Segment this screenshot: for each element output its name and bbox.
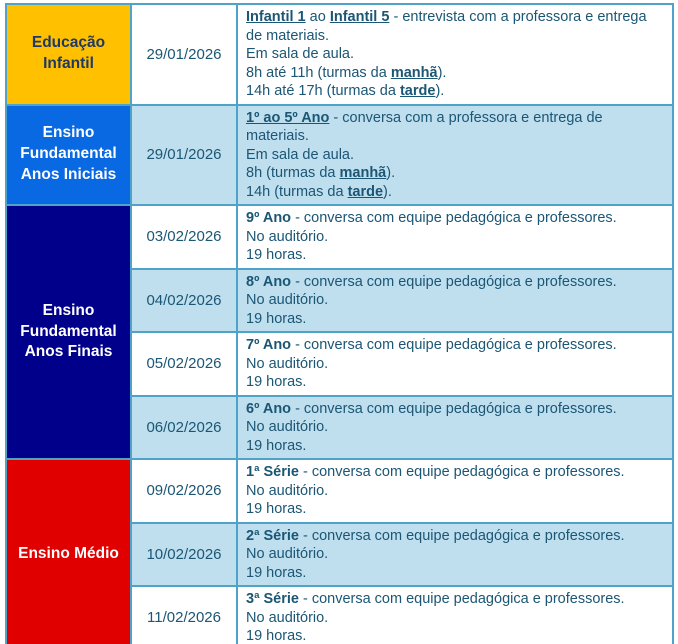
schedule-table-body	[6, 4, 673, 644]
description-line: 19 horas.	[246, 374, 307, 390]
description-line: No auditório.	[246, 609, 329, 626]
description-line: 1º ao 5º Ano - conversa com a professora e entrega de materiais.	[246, 109, 603, 144]
description-cell	[237, 269, 673, 333]
description-line: Em sala de aula.	[246, 146, 355, 163]
description-line: No auditório.	[246, 419, 329, 435]
description-line: No auditório.	[246, 228, 329, 245]
description-line: 14h (turmas da tarde).	[246, 183, 392, 200]
description-cell	[237, 586, 673, 644]
table-row	[6, 205, 673, 269]
description-line: 9º Ano - conversa com equipe pedagógica e professores.	[246, 210, 617, 226]
description-cell	[237, 332, 673, 396]
description-cell	[237, 105, 673, 206]
table-row	[6, 4, 673, 105]
description-line: Em sala de aula.	[246, 46, 355, 62]
description-line: 19 horas.	[246, 564, 307, 581]
description-line: 8º Ano - conversa com equipe pedagógica e professores.	[246, 273, 617, 290]
category-cell: Ensino Médio	[6, 459, 131, 644]
description-line: 8h (turmas da manhã).	[246, 165, 396, 181]
description-cell	[237, 4, 673, 105]
description-line: 19 horas.	[246, 437, 307, 454]
date-cell: 10/02/2026	[131, 523, 237, 587]
table-row	[6, 459, 673, 523]
date-cell: 03/02/2026	[131, 205, 237, 269]
date-cell: 05/02/2026	[131, 332, 237, 396]
description-line: No auditório.	[246, 292, 329, 308]
date-cell: 04/02/2026	[131, 269, 237, 333]
category-cell: Ensino Fundamental Anos Iniciais	[6, 105, 131, 206]
description-cell	[237, 459, 673, 523]
date-cell: 06/02/2026	[131, 396, 237, 460]
description-cell	[237, 205, 673, 269]
description-line: 2ª Série - conversa com equipe pedagógica e professores.	[246, 527, 625, 544]
date-cell: 29/01/2026	[131, 4, 237, 105]
description-line: 1ª Série - conversa com equipe pedagógica e professores.	[246, 464, 625, 480]
description-line: 8h até 11h (turmas da manhã).	[246, 64, 447, 81]
description-line: No auditório.	[246, 546, 329, 562]
date-cell: 09/02/2026	[131, 459, 237, 523]
description-line: 19 horas.	[246, 628, 307, 644]
description-line: Infantil 1 ao Infantil 5 - entrevista com a professora e entrega de materiais.	[246, 9, 647, 44]
description-line: No auditório.	[246, 482, 329, 499]
description-line: 19 horas.	[246, 501, 307, 517]
schedule-table	[5, 3, 674, 644]
description-line: 7º Ano - conversa com equipe pedagógica e professores.	[246, 337, 617, 353]
date-cell: 11/02/2026	[131, 586, 237, 644]
description-cell	[237, 523, 673, 587]
date-cell: 29/01/2026	[131, 105, 237, 206]
description-line: 14h até 17h (turmas da tarde).	[246, 83, 445, 99]
description-line: No auditório.	[246, 355, 329, 372]
table-row	[6, 105, 673, 206]
category-cell: Ensino Fundamental Anos Finais	[6, 205, 131, 459]
description-line: 3ª Série - conversa com equipe pedagógica e professores.	[246, 591, 625, 607]
description-line: 19 horas.	[246, 247, 307, 263]
description-line: 6º Ano - conversa com equipe pedagógica e professores.	[246, 400, 617, 417]
description-line: 19 horas.	[246, 310, 307, 327]
category-cell: Educação Infantil	[6, 4, 131, 105]
description-cell	[237, 396, 673, 460]
